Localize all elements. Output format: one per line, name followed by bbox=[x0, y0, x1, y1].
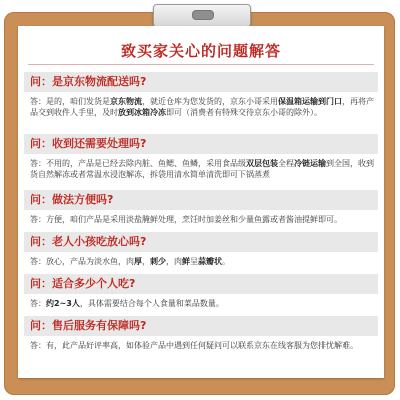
faq-paper bbox=[18, 26, 384, 378]
answer-highlight: 鲜 bbox=[182, 257, 190, 266]
answer-text: ，再将产品交到收件人手里，及时 bbox=[30, 97, 374, 117]
answer-text: ，就近仓库为您发货的，京东小哥采用 bbox=[142, 97, 278, 106]
answer-highlight: 冷链运输 bbox=[294, 159, 326, 168]
answer-highlight: 保温箱运输到门口 bbox=[278, 97, 342, 106]
answer-highlight: 双层包装 bbox=[246, 159, 278, 168]
answer-text: ，肉 bbox=[166, 257, 182, 266]
answer-text: ， bbox=[142, 257, 150, 266]
clip-hole bbox=[192, 10, 214, 20]
answer-text: 呈 bbox=[190, 257, 198, 266]
answer-highlight: 蒜瓣状 bbox=[198, 257, 222, 266]
answer-text: 全程 bbox=[278, 159, 294, 168]
answer-text: 。 bbox=[222, 257, 230, 266]
answer-text: 答： bbox=[30, 299, 46, 308]
faq-question-servings: 问：适合多少个人吃? bbox=[24, 274, 378, 294]
answer-highlight: 刺少 bbox=[150, 257, 166, 266]
faq-question-cooking: 问：做法方便吗? bbox=[24, 190, 378, 210]
faq-answer-safety bbox=[24, 256, 376, 267]
faq-answer-cooking bbox=[24, 214, 376, 225]
faq-question-processing: 问：收到还需要处理吗? bbox=[24, 134, 378, 154]
faq-title: 致买家关心的问题解答 bbox=[120, 42, 281, 60]
answer-text: 答：方便，咱们产品是采用淡盐腌鲜处理，烹饪时加姜丝和少量鱼露或者酱油提鲜即可。 bbox=[30, 215, 342, 224]
answer-text: ，具体需要结合每个人食量和菜品数量。 bbox=[79, 299, 224, 308]
answer-highlight: 放到冰箱冷冻 bbox=[118, 108, 166, 117]
faq-answer-aftersales bbox=[24, 340, 376, 351]
title-divider bbox=[28, 64, 374, 65]
answer-text: 即可（消费者有特殊交待京东小哥的除外）。 bbox=[166, 108, 322, 117]
answer-text: 答：不用的，产品是已经去除内脏、鱼鳃、鱼鳞，采用食品级 bbox=[30, 159, 246, 168]
answer-text: 到全国，收到货自然解冻或者常温水浸泡解冻，拆袋用清水简单清洗即可下锅蒸煮 bbox=[30, 159, 374, 179]
faq-answer-delivery bbox=[24, 96, 376, 118]
answer-text: 答：放心，产品为淡水鱼，肉 bbox=[30, 257, 134, 266]
faq-question-safety: 问：老人小孩吃放心吗? bbox=[24, 232, 378, 252]
answer-text: 答：有，此产品好评率高，如体验产品中遇到任何疑问可以联系京东在线客服为您排忧解难。 bbox=[30, 341, 358, 350]
faq-question-aftersales: 问：售后服务有保障吗? bbox=[24, 316, 378, 336]
faq-answer-servings bbox=[24, 298, 376, 309]
faq-answer-processing bbox=[24, 158, 376, 180]
answer-highlight: 约2~3人 bbox=[46, 299, 80, 308]
faq-question-delivery: 问：是京东物流配送吗? bbox=[24, 72, 378, 92]
answer-highlight: 京东物流 bbox=[110, 97, 142, 106]
answer-text: 答：是的，咱们发货是 bbox=[30, 97, 110, 106]
answer-highlight: 厚 bbox=[134, 257, 142, 266]
